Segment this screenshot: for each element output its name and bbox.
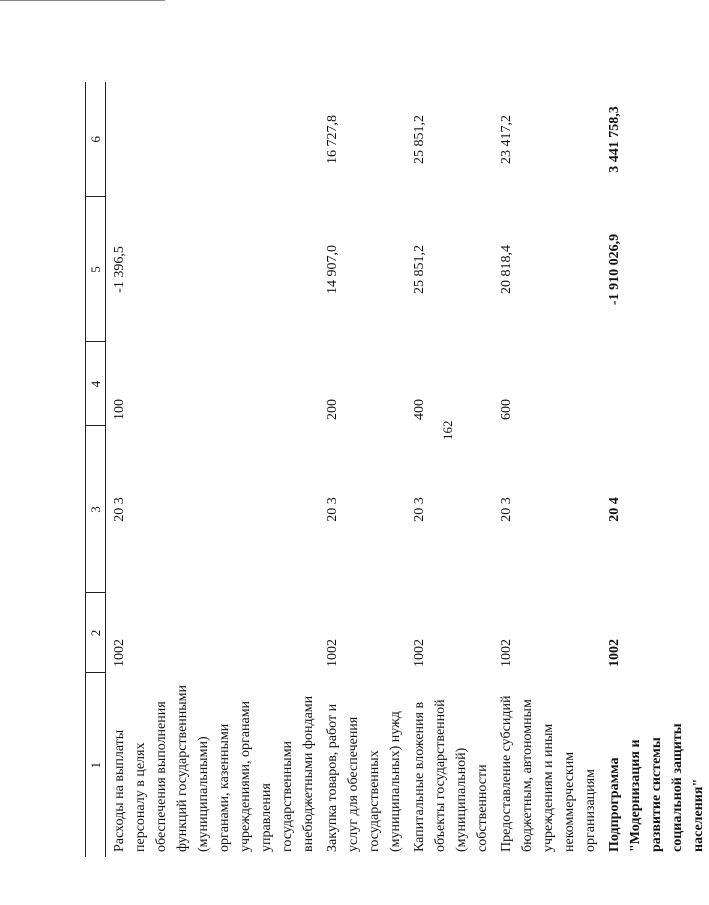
amount-total-cell: 25 851,2 (412, 115, 427, 164)
column-header: 4 (86, 342, 106, 426)
section-cell: 1002 (412, 639, 427, 667)
target-cell: 20 3 (112, 497, 127, 522)
amount-change-cell: 14 907,0 (325, 245, 340, 294)
row-name-cell: Подпрограмма "Модернизация и развитие системы социальной защиты населения" (607, 723, 706, 852)
table-row (493, 82, 601, 857)
amount-total-cell: 3 441 758,3 (607, 106, 622, 173)
section-cell: 1002 (499, 639, 514, 667)
rotated-table-container (85, 82, 706, 857)
row-name-cell: Капитальные вложения в объекты государственной (муниципальной) собственности (412, 699, 490, 852)
amount-change-cell: -1 910 026,9 (607, 233, 622, 306)
section-cell: 1002 (325, 639, 340, 667)
target-cell: 20 4 (607, 497, 622, 522)
column-header: 1 (87, 762, 103, 769)
column-header: 5 (86, 197, 106, 342)
amount-change-cell: 25 851,2 (412, 245, 427, 294)
table-row (106, 82, 320, 857)
row-name-cell: Предоставление субсидий бюджетным, автономным учреждениям и иным некоммерческим организациям (499, 695, 598, 852)
table-row (406, 82, 493, 857)
type-cell (601, 342, 709, 426)
type-cell: 600 (499, 399, 514, 420)
target-cell: 20 3 (499, 497, 514, 522)
type-cell: 200 (325, 399, 340, 420)
type-cell: 400 (412, 399, 427, 420)
table-row-subprogram (601, 82, 709, 857)
amount-total-cell: 16 727,8 (325, 115, 340, 164)
target-cell: 20 3 (325, 497, 340, 522)
type-cell: 100 (112, 399, 127, 420)
section-cell: 1002 (112, 639, 127, 667)
column-header: 6 (86, 82, 106, 197)
scan-edge-line (0, 0, 165, 1)
column-header: 3 (86, 426, 106, 593)
table-header-row (86, 82, 106, 857)
row-name-cell: Расходы на выплаты персоналу в целях обеспечения выполнения функций государственными (муниципальными) органами, казенными учреждениями, органами управления государственными внебюджетными фондами (112, 684, 316, 852)
amount-change-cell: 20 818,4 (499, 245, 514, 294)
row-name-cell: Закупка товаров, работ и услуг для обеспечения государственных (муниципальных) нужд (325, 703, 403, 852)
amount-change-cell: -1 396,5 (112, 246, 127, 293)
column-header: 2 (86, 593, 106, 673)
budget-table (85, 82, 709, 857)
table-row (319, 82, 406, 857)
page-number: 162 (440, 420, 455, 440)
target-cell: 20 3 (412, 497, 427, 522)
section-cell: 1002 (607, 639, 622, 667)
amount-total-cell: 23 417,2 (499, 115, 514, 164)
amount-total-cell (106, 82, 320, 197)
